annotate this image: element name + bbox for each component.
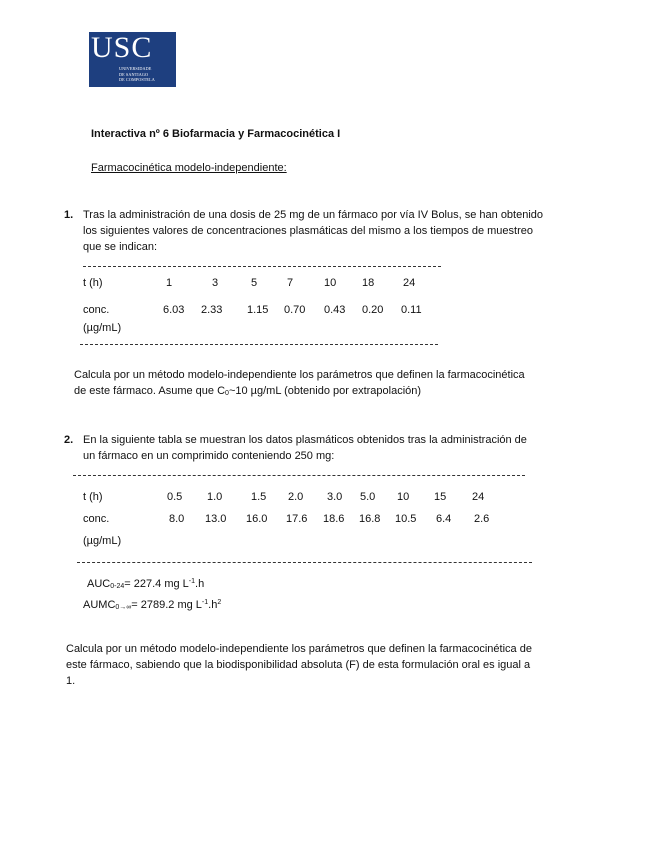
page-title: Interactiva nº 6 Biofarmacia y Farmacocinética I: [91, 128, 341, 140]
time-value: 24: [472, 491, 485, 503]
text-fragment: .h: [195, 578, 205, 590]
section-subtitle: Farmacocinética modelo-independiente:: [91, 162, 287, 174]
time-value: 10: [397, 491, 410, 503]
question-2-number: 2.: [64, 434, 74, 446]
conc-value: 6.4: [436, 513, 452, 525]
logo-sub-line: DE SANTIAGO: [119, 71, 149, 77]
text-fragment: de este fármaco. Asume que C: [74, 385, 226, 397]
divider: [80, 344, 438, 345]
conc-value: 17.6: [286, 513, 308, 525]
divider: [83, 266, 441, 267]
conc-value: 13.0: [205, 513, 227, 525]
text-line: Tras la administración de una dosis de 25 mg de un fármaco por vía IV Bolus, se han obtenido: [83, 209, 544, 221]
subscript: 0→∞: [115, 604, 132, 611]
conc-value: 10.5: [395, 513, 417, 525]
text-fragment: AUC: [87, 578, 111, 590]
text-fragment: = 2789.2 mg L: [131, 599, 202, 611]
time-value: 5: [251, 277, 258, 289]
time-label: t (h): [83, 277, 103, 289]
subscript: 0: [225, 390, 229, 397]
conc-value: 6.03: [163, 304, 185, 316]
usc-logo: [89, 32, 176, 87]
conc-value: 2.6: [474, 513, 490, 525]
conc-label: conc.: [83, 513, 110, 525]
text-line: En la siguiente tabla se muestran los datos plasmáticos obtenidos tras la administración de: [83, 434, 527, 446]
question-1-instruction: [74, 367, 594, 402]
question-1-text: [83, 207, 583, 255]
text-line: un fármaco en un comprimido conteniendo 250 mg:: [83, 450, 335, 462]
conc-label: conc.: [83, 304, 110, 316]
time-value: 0.5: [167, 491, 183, 503]
conc-value: 16.0: [246, 513, 268, 525]
text-line: Calcula por un método modelo-independiente los parámetros que definen la farmacocinética: [74, 369, 525, 381]
superscript: -1: [188, 578, 196, 585]
text-line: que se indican:: [83, 241, 157, 253]
auc-value: [87, 578, 204, 590]
question-2-instruction: [66, 641, 586, 689]
question-2-text: [83, 432, 583, 464]
text-line: los siguientes valores de concentraciones plasmáticas del mismo a los tiempos de muestreo: [83, 225, 533, 237]
superscript: -1: [201, 599, 209, 606]
time-value: 3: [212, 277, 219, 289]
divider: [77, 562, 532, 563]
time-value: 10: [324, 277, 337, 289]
conc-value: 0.11: [401, 304, 422, 316]
conc-value: 0.20: [362, 304, 384, 316]
conc-value: 0.43: [324, 304, 346, 316]
superscript: 2: [217, 599, 222, 606]
aumc-value: [83, 599, 221, 611]
logo-sub-line: DE COMPOSTELA: [119, 77, 155, 82]
conc-value: 16.8: [359, 513, 381, 525]
text-line: Calcula por un método modelo-independiente los parámetros que definen la farmacocinética de: [66, 643, 532, 655]
text-fragment: AUMC: [83, 599, 116, 611]
time-value: 1.0: [207, 491, 223, 503]
subscript: 0-24: [110, 583, 125, 590]
logo-text: USC: [91, 31, 153, 64]
conc-value: 1.15: [247, 304, 269, 316]
logo-sub-line: UNIVERSIDADE: [119, 66, 152, 71]
logo-subtitle: [119, 66, 175, 83]
time-value: 1: [166, 277, 173, 289]
divider: [73, 475, 525, 476]
time-value: 15: [434, 491, 447, 503]
conc-value: 0.70: [284, 304, 306, 316]
conc-unit: (µg/mL): [83, 322, 122, 334]
time-value: 24: [403, 277, 416, 289]
question-1-number: 1.: [64, 209, 74, 221]
conc-value: 18.6: [323, 513, 345, 525]
text-fragment: = 227.4 mg L: [124, 578, 189, 590]
text-line: este fármaco, sabiendo que la biodisponibilidad absoluta (F) de esta formulación oral es igual a: [66, 659, 531, 671]
text-line: [74, 383, 594, 402]
time-value: 18: [362, 277, 375, 289]
time-value: 2.0: [288, 491, 304, 503]
conc-unit: (µg/mL): [83, 535, 122, 547]
time-value: 3.0: [327, 491, 343, 503]
time-label: t (h): [83, 491, 103, 503]
conc-value: 8.0: [169, 513, 185, 525]
time-value: 5.0: [360, 491, 376, 503]
text-fragment: .h: [208, 599, 218, 611]
time-value: 1.5: [251, 491, 267, 503]
time-value: 7: [287, 277, 294, 289]
text-fragment: ~10 µg/mL (obtenido por extrapolación): [228, 385, 422, 397]
conc-value: 2.33: [201, 304, 223, 316]
text-line: 1.: [66, 675, 76, 687]
